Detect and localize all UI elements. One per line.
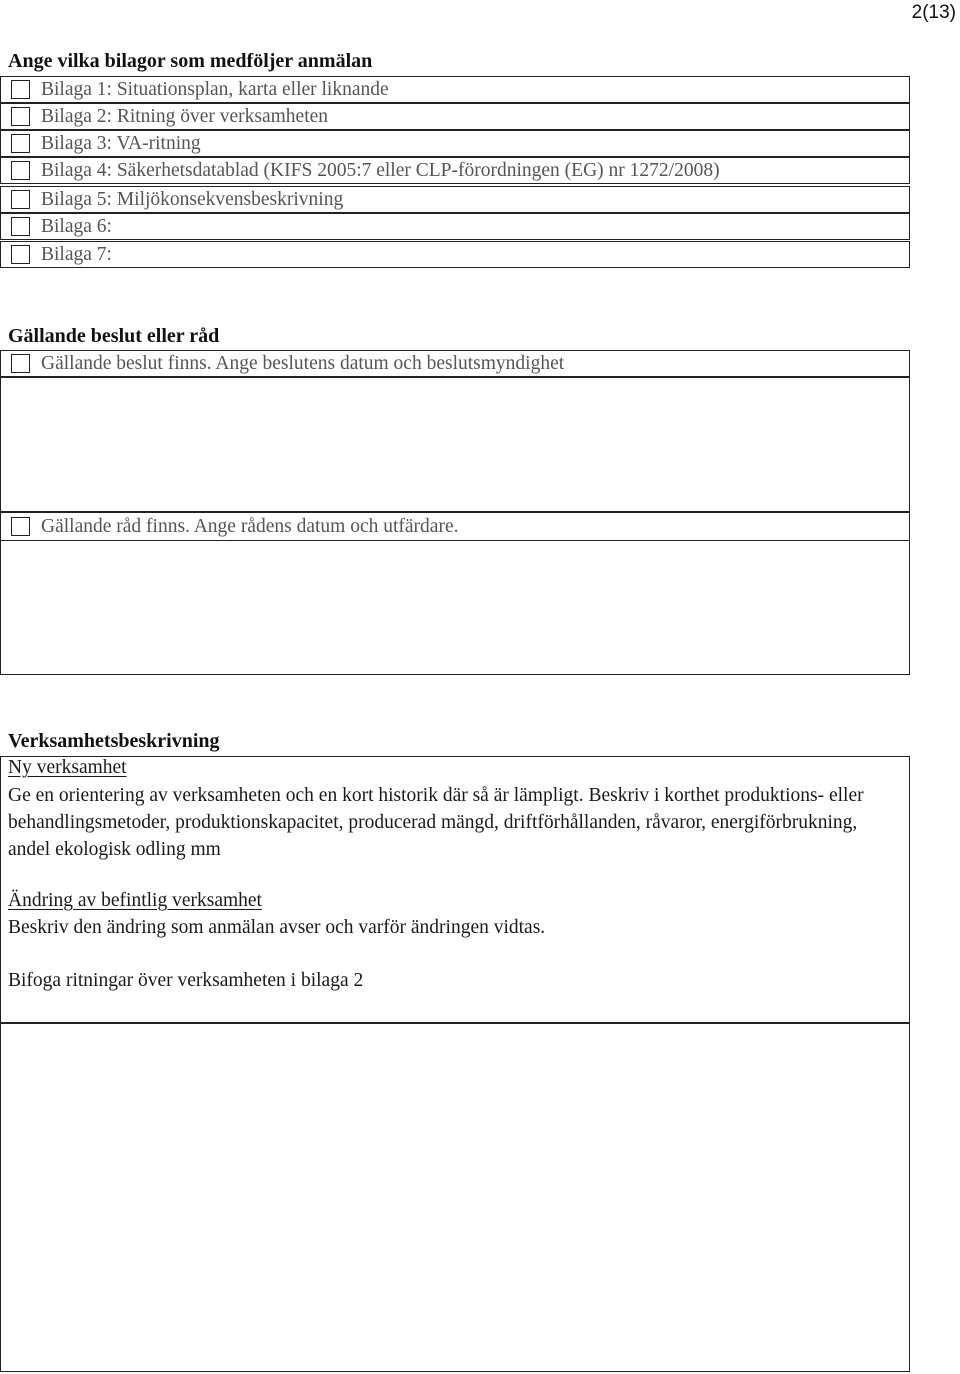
advice-checkbox[interactable] (11, 517, 30, 536)
new-activity-heading: Ny verksamhet (8, 757, 127, 778)
attachment-row-1[interactable] (0, 76, 910, 103)
decision-checkbox[interactable] (11, 354, 30, 373)
attachment-row-4[interactable] (0, 157, 910, 184)
attachment-checkbox-2[interactable] (11, 107, 30, 126)
decision-answer-area[interactable] (0, 377, 910, 512)
attachment-row-5[interactable] (0, 186, 910, 213)
attachment-checkbox-6[interactable] (11, 217, 30, 236)
new-activity-text: Ge en orientering av verksamheten och en kort historik där så är lämpligt. Beskriv i korthet produktions- eller behandlingsmetoder, produktionskapacitet, producerad mängd, driftförhållanden, råvaror, energiförbrukning, andel ekologisk odling mm (8, 785, 864, 860)
decision-row[interactable] (0, 350, 910, 377)
attachment-row-3[interactable] (0, 130, 910, 157)
attachment-row-2[interactable] (0, 103, 910, 130)
advice-answer-area[interactable] (0, 540, 910, 675)
attachments-title: Ange vilka bilagor som medföljer anmälan (8, 50, 373, 72)
decisions-title: Gällande beslut eller råd (8, 325, 220, 347)
attachment-row-6[interactable] (0, 213, 910, 240)
change-activity-heading: Ändring av befintlig verksamhet (8, 890, 262, 911)
drawings-instruction: Bifoga ritningar över verksamheten i bilaga 2 (8, 970, 364, 991)
attachment-label-1: Bilaga 1: Situationsplan, karta eller liknande (41, 78, 389, 100)
attachment-checkbox-3[interactable] (11, 134, 30, 153)
decision-label: Gällande beslut finns. Ange beslutens datum och beslutsmyndighet (41, 352, 565, 374)
description-answer-area[interactable] (0, 1022, 910, 1372)
attachment-label-7: Bilaga 7: (41, 243, 112, 265)
attachment-checkbox-7[interactable] (11, 245, 30, 264)
attachment-label-2: Bilaga 2: Ritning över verksamheten (41, 105, 329, 127)
attachment-checkbox-4[interactable] (11, 161, 30, 180)
attachment-label-5: Bilaga 5: Miljökonsekvensbeskrivning (41, 188, 344, 210)
attachment-label-6: Bilaga 6: (41, 215, 112, 237)
attachment-label-3: Bilaga 3: VA-ritning (41, 132, 201, 154)
change-activity-text: Beskriv den ändring som anmälan avser och varför ändringen vidtas. (8, 917, 546, 938)
attachment-checkbox-1[interactable] (11, 80, 30, 99)
page-number: 2(13) (911, 2, 956, 23)
attachment-row-7[interactable] (0, 241, 910, 268)
advice-label: Gällande råd finns. Ange rådens datum och utfärdare. (41, 515, 459, 537)
attachment-label-4: Bilaga 4: Säkerhetsdatablad (KIFS 2005:7 eller CLP-förordningen (EG) nr 1272/2008) (41, 159, 720, 181)
description-title: Verksamhetsbeskrivning (8, 730, 220, 752)
advice-row[interactable] (0, 512, 910, 541)
attachment-checkbox-5[interactable] (11, 190, 30, 209)
